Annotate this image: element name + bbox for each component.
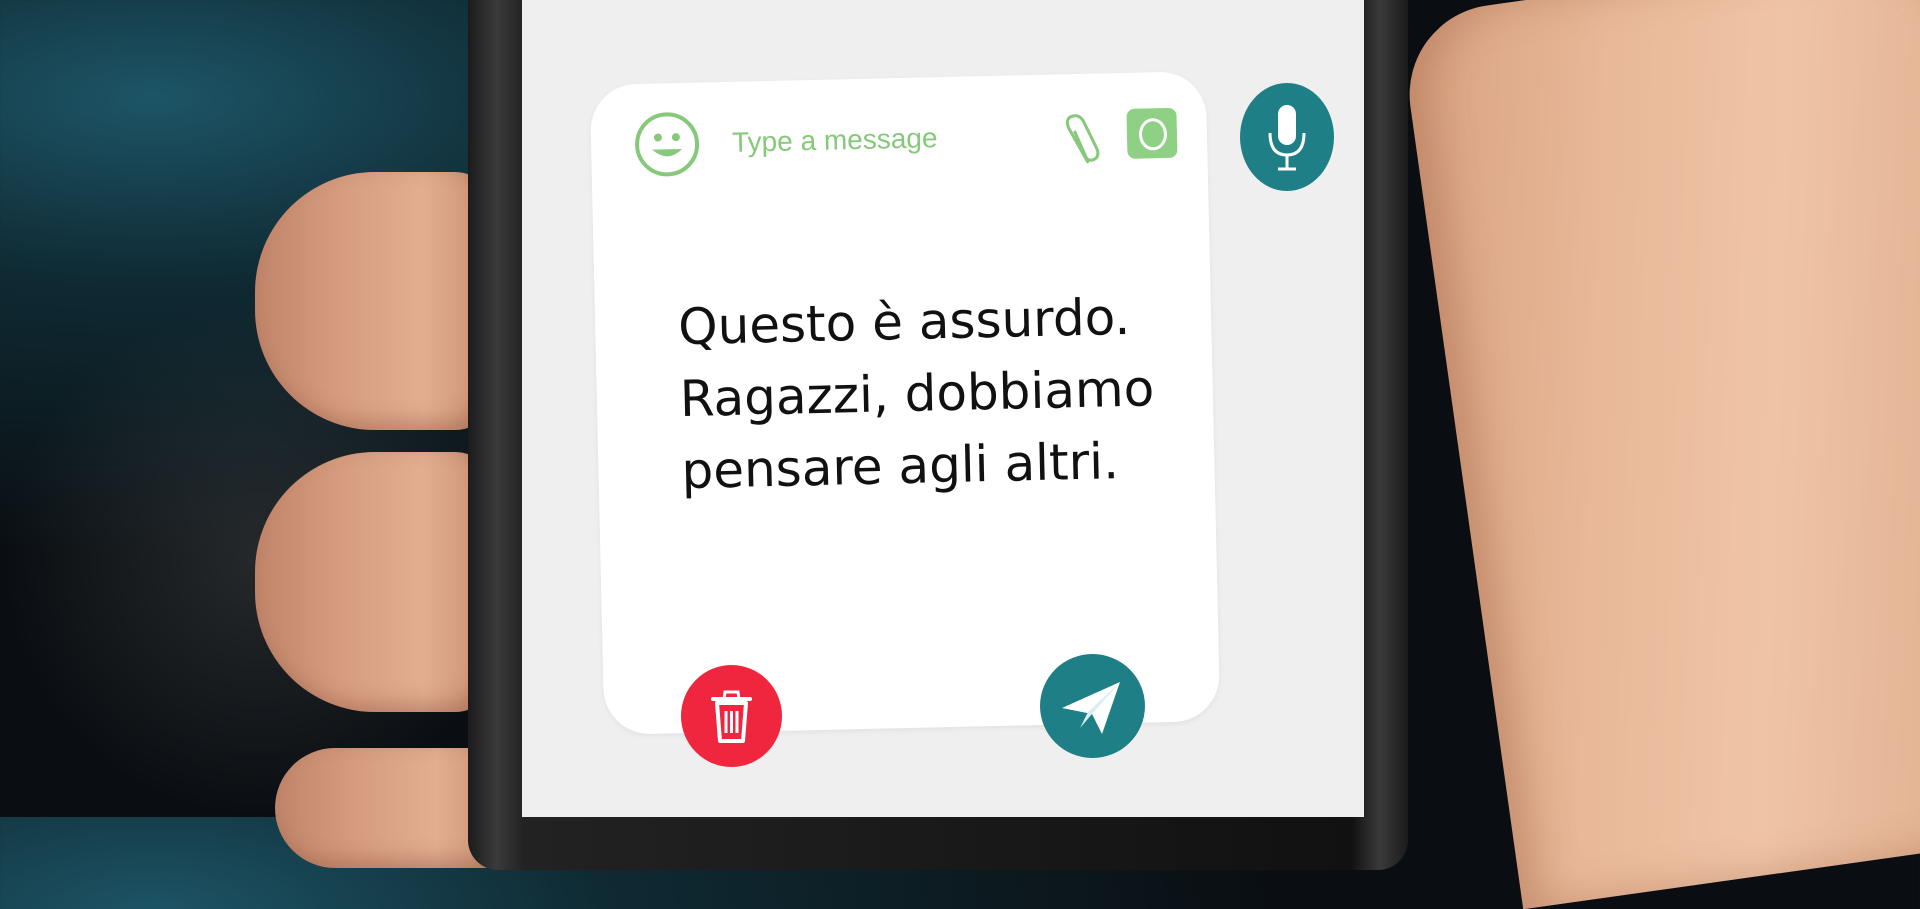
camera-icon[interactable] [1126,108,1177,159]
finger-middle [255,452,495,712]
smile-icon[interactable] [633,111,700,178]
send-button[interactable] [1040,654,1145,758]
message-compose-card [590,71,1221,735]
delete-button[interactable] [681,665,782,767]
finger-index [255,172,495,430]
send-icon [1040,654,1145,758]
microphone-icon [1240,83,1334,191]
paperclip-icon[interactable] [1056,109,1101,170]
compose-toolbar [590,71,1209,205]
message-text[interactable]: Questo è assurdo. Ragazzi, dobbiamo pensare agli altri. [677,287,1155,501]
thumb [1398,0,1920,909]
message-input-placeholder[interactable]: Type a message [731,122,938,158]
trash-icon [681,665,782,767]
microphone-button[interactable] [1240,83,1334,191]
